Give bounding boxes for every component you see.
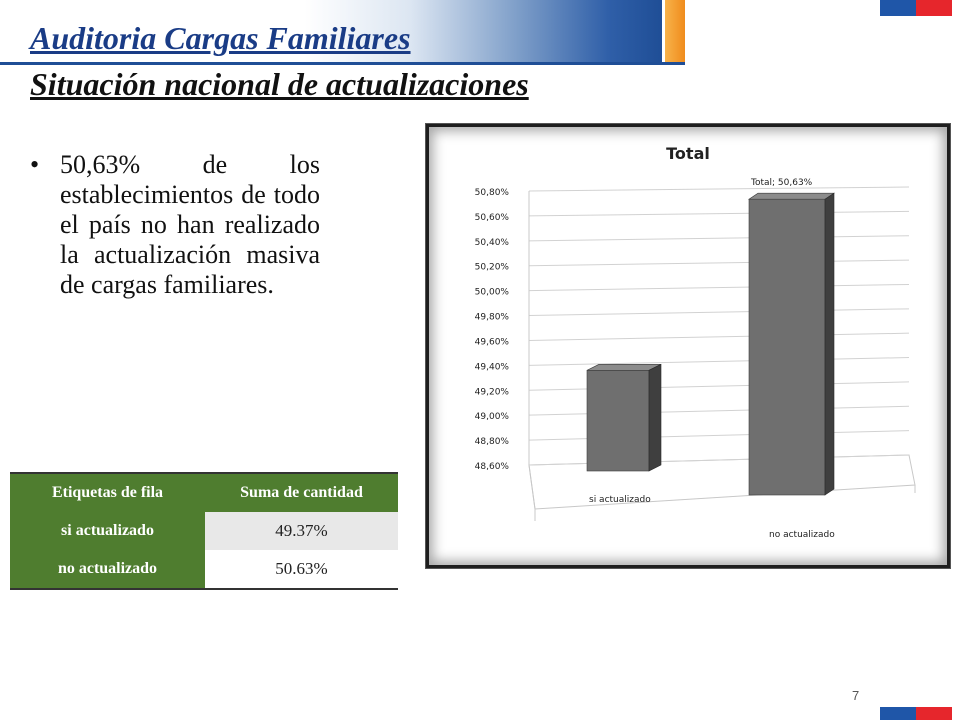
flag-logo-bottom — [880, 707, 952, 720]
gridline — [529, 211, 909, 216]
y-tick-label: 49,60% — [474, 337, 509, 348]
page-subtitle: Situación nacional de actualizaciones — [30, 66, 529, 102]
bar-chart — [429, 127, 947, 565]
table-row-label: si actualizado — [10, 512, 205, 550]
table-row — [10, 550, 398, 589]
bar-top — [749, 193, 834, 199]
table-row — [10, 512, 398, 550]
table-header-row — [10, 473, 398, 512]
gridline — [529, 431, 909, 440]
gridline — [529, 187, 909, 191]
y-tick-label: 50,80% — [474, 188, 509, 198]
x-tick-label: no actualizado — [769, 530, 835, 540]
y-tick-label: 50,40% — [474, 237, 509, 248]
gridline — [529, 284, 909, 290]
x-tick-label: si actualizado — [589, 495, 651, 505]
y-tick-label: 49,80% — [474, 312, 509, 323]
header-orange-accent — [665, 0, 685, 62]
bullet-text: 50,63% de los establecimientos de todo el país no han realizado la actualización masiva de cargas familiares. — [60, 150, 320, 299]
y-tick-label: 48,60% — [474, 462, 509, 472]
page-number: 7 — [852, 688, 860, 703]
bar — [749, 199, 825, 495]
header-underline-strip — [0, 62, 685, 65]
gridline — [529, 236, 909, 241]
y-tick-label: 50,20% — [474, 262, 509, 273]
table-row-label: no actualizado — [10, 550, 205, 589]
y-tick-label: 50,60% — [474, 212, 509, 223]
gridline — [529, 382, 909, 390]
y-tick-label: 49,20% — [474, 387, 509, 398]
chart-frame — [426, 124, 950, 568]
bullet-marker: • — [30, 150, 40, 179]
table-header-row-labels: Etiquetas de fila — [10, 473, 205, 512]
gridline — [529, 260, 909, 266]
gridline — [529, 309, 909, 316]
table-row-value: 50.63% — [205, 550, 398, 589]
bar-top — [587, 364, 661, 370]
bar-side — [825, 193, 834, 495]
chart-title: Total — [666, 144, 710, 163]
table-row-value: 49.37% — [205, 512, 398, 550]
table-header-sum: Suma de cantidad — [205, 473, 398, 512]
gridline — [529, 406, 909, 415]
y-tick-label: 49,40% — [474, 362, 509, 373]
data-label: Total; 50,63% — [751, 178, 813, 189]
gridline — [529, 455, 909, 465]
flag-logo-top — [880, 0, 952, 16]
page-title: Auditoria Cargas Familiares — [30, 20, 411, 56]
chart-floor-edge — [529, 465, 535, 509]
y-tick-label: 48,80% — [474, 437, 509, 448]
y-tick-label: 50,00% — [474, 287, 509, 298]
gridline — [529, 333, 909, 340]
y-tick-label: 49,00% — [474, 412, 509, 423]
bar — [587, 370, 649, 471]
pivot-table — [10, 472, 398, 590]
gridline — [529, 358, 909, 366]
bar-side — [649, 364, 661, 471]
